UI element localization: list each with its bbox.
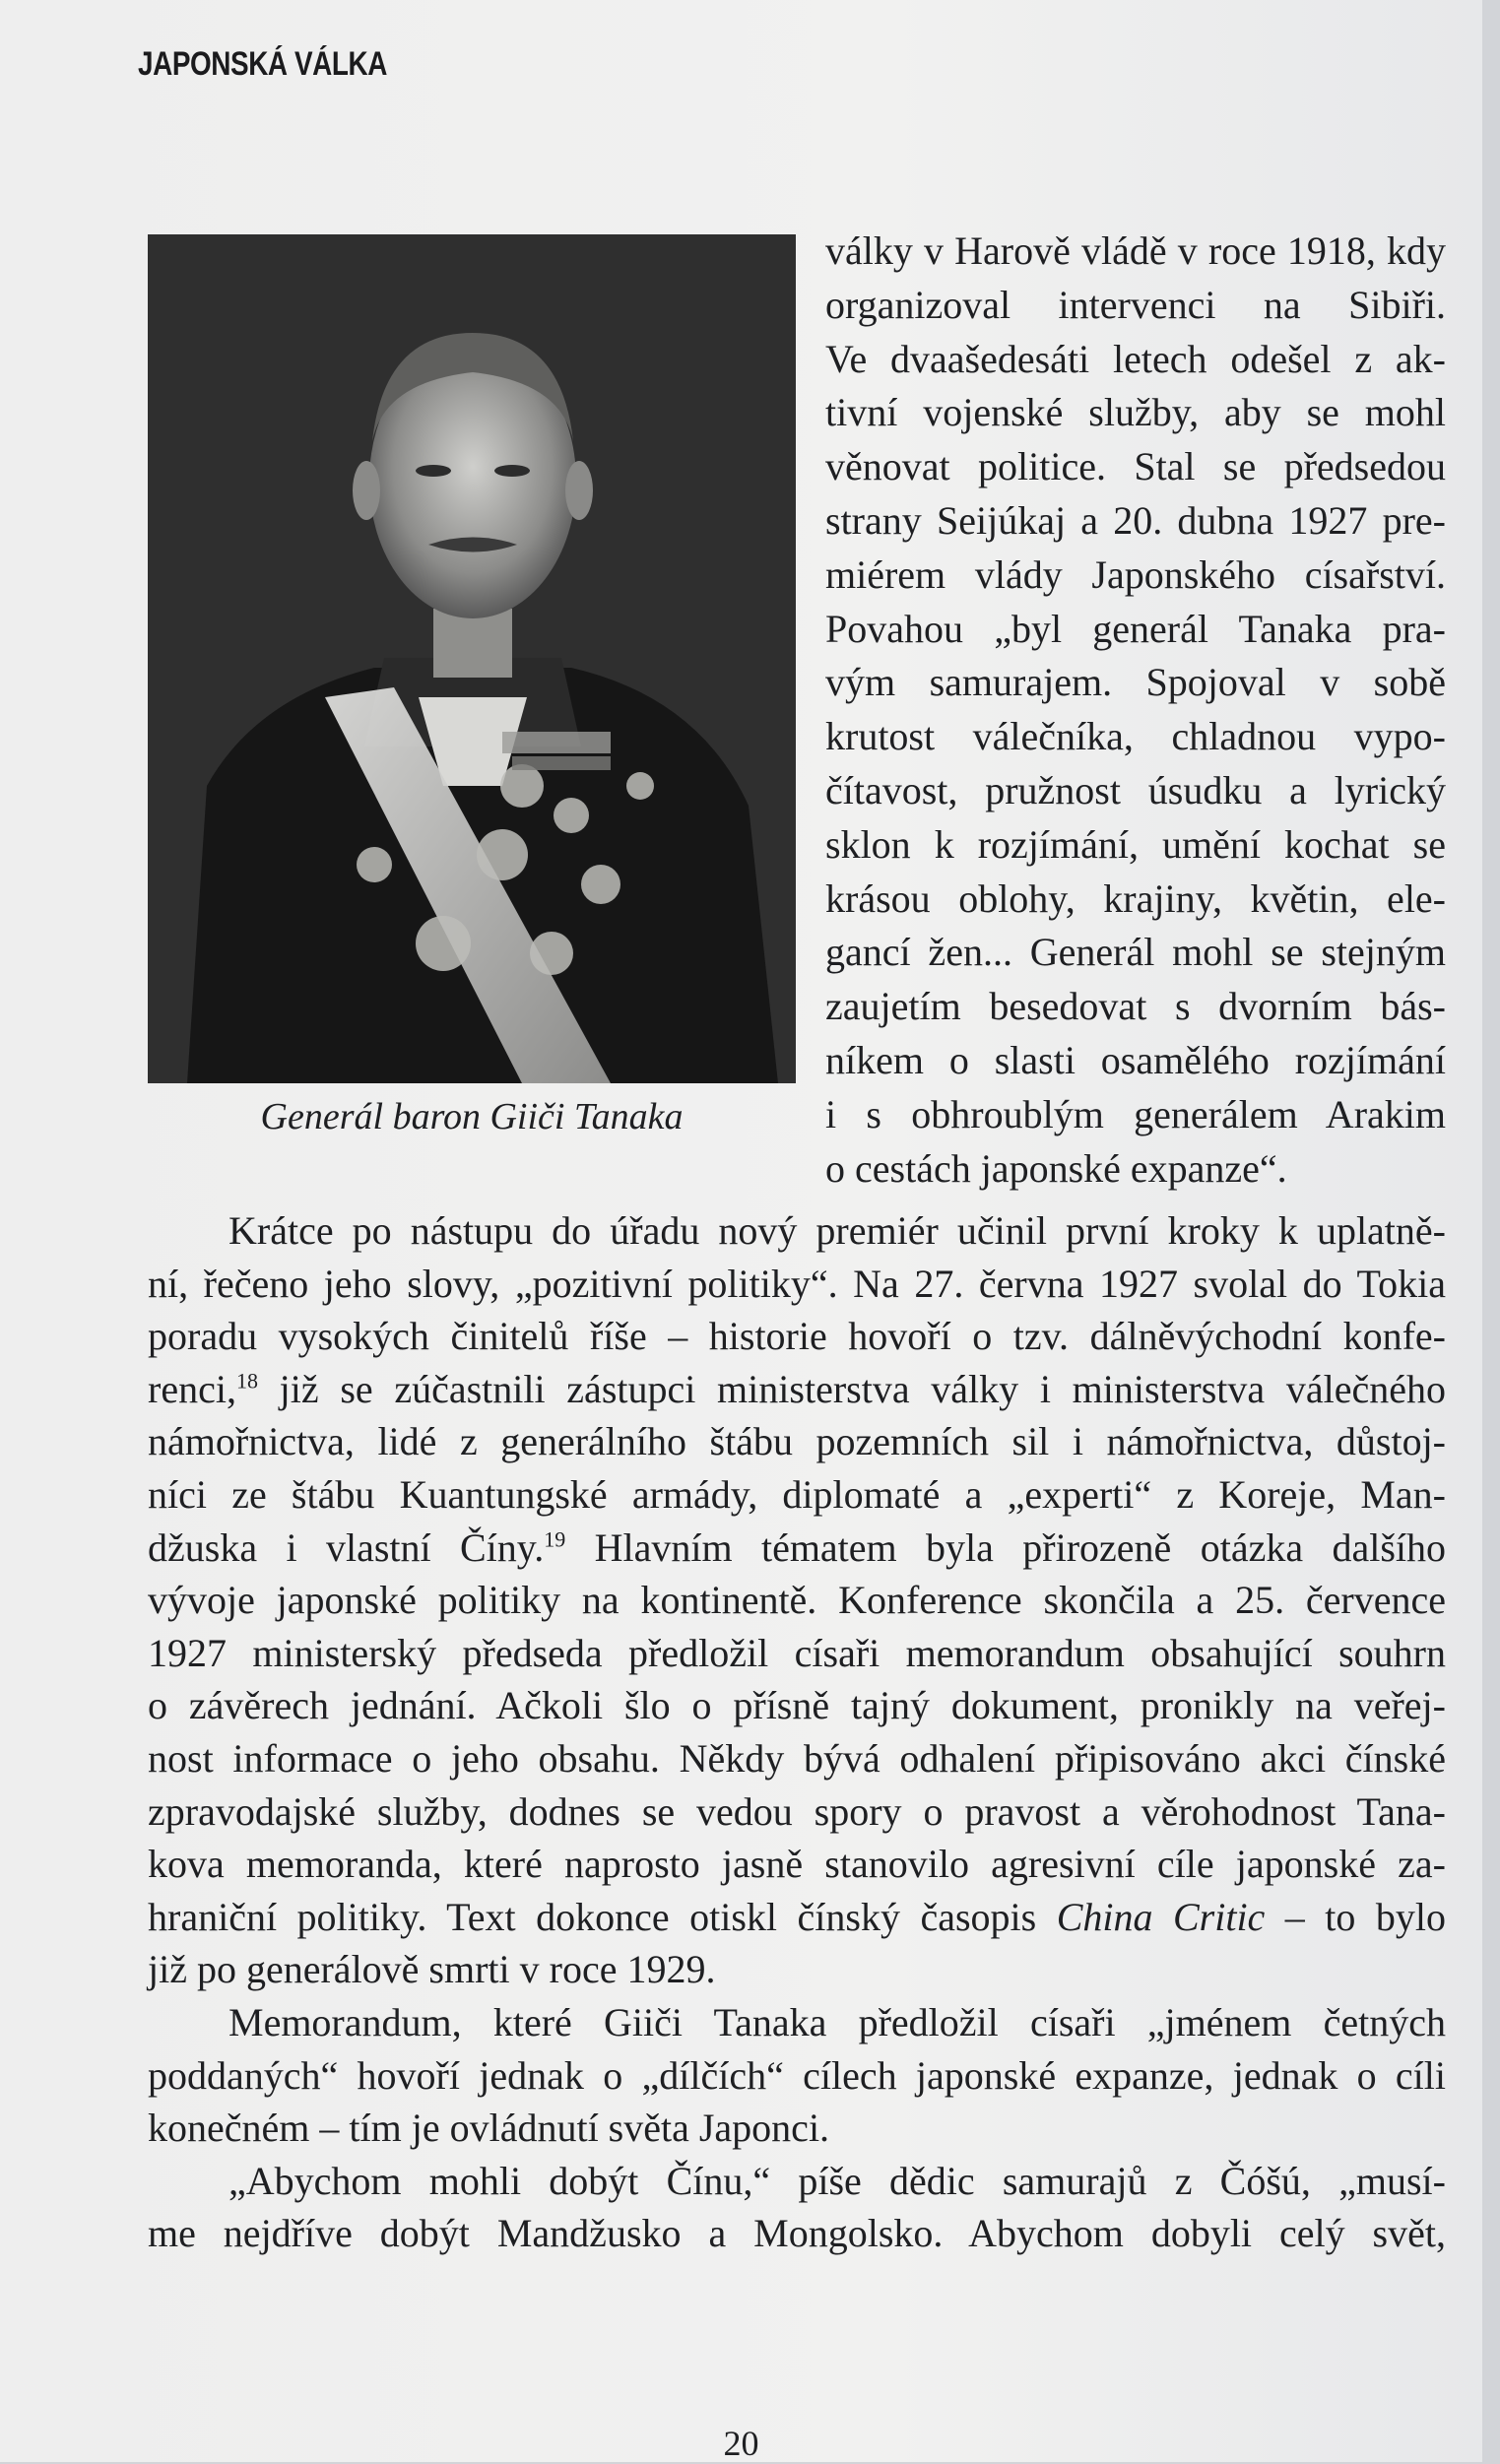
text-line: organizoval intervenci na Sibiři. — [825, 282, 1446, 327]
text-line: sklon k rozjímání, umění kochat se — [825, 821, 1446, 867]
text-line: nost informace o jeho obsahu. Někdy bývá odhalení připisováno akci čínské — [148, 1735, 1446, 1781]
text-line: me nejdříve dobýt Mandžusko a Mongolsko. Abychom dobyli celý svět, — [148, 2211, 1446, 2256]
periodical-title: China Critic — [1056, 1894, 1266, 1939]
text-line: zaujetím besedovat s dvorním bás- — [825, 984, 1446, 1029]
side-column-text — [825, 225, 1446, 1196]
text-line: gancí žen... Generál mohl se stejným — [825, 930, 1446, 975]
text-line: tivní vojenské služby, aby se mohl — [825, 390, 1446, 435]
page-number: 20 — [723, 2424, 759, 2463]
text-line: poddaných“ hovoří jednak o „dílčích“ cílech japonské expanze, jednak o cíli — [148, 2052, 1446, 2098]
text-line: Memorandum, které Giiči Tanaka předložil císaři „jménem četných — [228, 1999, 1446, 2044]
text-line: miérem vlády Japonského císařství. — [825, 551, 1446, 597]
photo-caption: Generál baron Giiči Tanaka — [260, 1096, 684, 1137]
text-line — [148, 1522, 1446, 1575]
text-line: Povahou „byl generál Tanaka pra- — [825, 606, 1446, 651]
running-header: JAPONSKÁ VÁLKA — [138, 45, 387, 83]
main-text — [148, 1204, 1446, 2260]
text-line: krutost válečníka, chladnou vypo- — [825, 714, 1446, 759]
text-line: poradu vysokých činitelů říše – historie hovoří o tzv. dálněvýchodní konfe- — [148, 1314, 1446, 1359]
text-line: Krátce po nástupu do úřadu nový premiér učinil první kroky k uplatně- — [228, 1208, 1446, 1253]
text-line: kova memoranda, které naprosto jasně stanovilo agresivní cíle japonské za- — [148, 1842, 1446, 1887]
text-line: níci ze štábu Kuantungské armády, diplomaté a „experti“ z Koreje, Man- — [148, 1471, 1446, 1517]
text-line: vým samurajem. Spojoval v sobě — [825, 660, 1446, 705]
text-line: krásou oblohy, krajiny, květin, ele- — [825, 875, 1446, 921]
text-line: strany Seijúkaj a 20. dubna 1927 pre- — [825, 497, 1446, 543]
text-line: zpravodajské služby, dodnes se vedou spory o pravost a věrohodnost Tana- — [148, 1788, 1446, 1834]
text-fragment: Hlavním tématem byla přirozeně otázka dalšího — [565, 1524, 1447, 1570]
text-line — [148, 1363, 1446, 1416]
text-line: vývoje japonské politiky na kontinentě. Konference skončila a 25. července — [148, 1578, 1446, 1623]
text-line: čítavost, pružnost úsudku a lyrický — [825, 767, 1446, 812]
text-line: konečném – tím je ovládnutí světa Japonci. — [148, 2106, 830, 2151]
portrait-illustration — [148, 234, 796, 1083]
text-line: ní, řečeno jeho slovy, „pozitivní politiky“. Na 27. června 1927 svolal do Tokia — [148, 1261, 1446, 1306]
text-line: již po generálově smrti v roce 1929. — [148, 1947, 716, 1992]
text-line: níkem o slasti osamělého rozjímání — [825, 1037, 1446, 1082]
text-line: i s obhroublým generálem Arakim — [825, 1091, 1446, 1136]
text-fragment: již se zúčastnili zástupci ministerstva války i ministerstva válečného — [257, 1366, 1446, 1411]
footnote-ref: 19 — [544, 1526, 566, 1552]
text-fragment: – to bylo — [1265, 1894, 1446, 1939]
footnote-ref: 18 — [235, 1368, 258, 1394]
text-line — [148, 1891, 1446, 1944]
text-fragment: hraniční politiky. Text dokonce otiskl čínský časopis — [148, 1894, 1057, 1939]
text-line: Ve dvaašedesáti letech odešel z ak- — [825, 336, 1446, 381]
text-line: o cestách japonské expanze“. — [825, 1145, 1287, 1191]
text-line: námořnictva, lidé z generálního štábu pozemních sil i námořnictva, důstoj- — [148, 1419, 1446, 1464]
portrait-photo — [148, 234, 796, 1083]
text-fragment: džuska i vlastní Číny. — [148, 1524, 545, 1570]
text-fragment: renci, — [148, 1366, 236, 1411]
text-line: věnovat politice. Stal se předsedou — [825, 444, 1446, 489]
text-line: „Abychom mohli dobýt Čínu,“ píše dědic samurajů z Čóšú, „musí- — [228, 2158, 1446, 2203]
text-line: 1927 ministerský předseda předložil císaři memorandum obsahující souhrn — [148, 1630, 1446, 1675]
text-line: války v Harově vládě v roce 1918, kdy — [825, 228, 1446, 273]
text-line: o závěrech jednání. Ačkoli šlo o přísně tajný dokument, pronikly na veřej- — [148, 1683, 1446, 1728]
